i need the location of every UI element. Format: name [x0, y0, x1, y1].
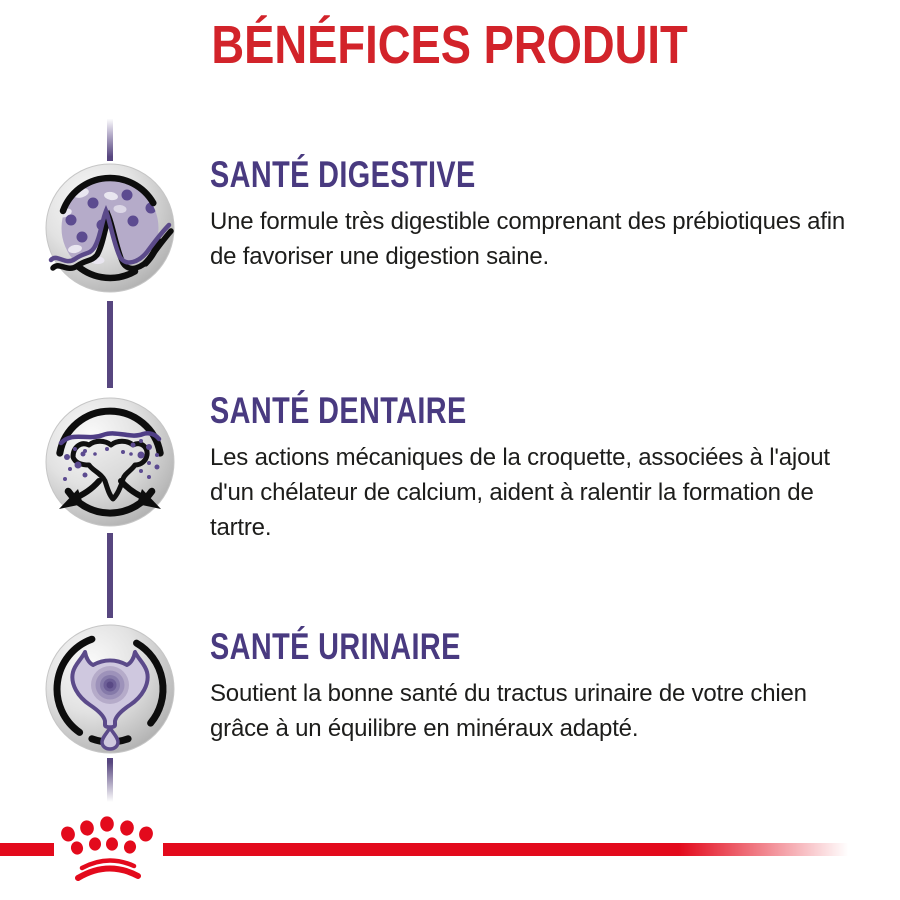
urinary-health-icon — [45, 624, 175, 754]
section-dental — [210, 392, 865, 545]
section-digestive — [210, 156, 865, 274]
dental-health-icon — [45, 397, 175, 527]
footer-red-bar-left — [0, 843, 54, 856]
digestive-health-icon — [45, 163, 175, 293]
section-urinary — [210, 628, 865, 746]
urinary-health-icon-svg — [45, 624, 175, 754]
connector-line-segment — [107, 758, 113, 802]
dental-health-icon-svg — [45, 397, 175, 527]
section-body: Soutient la bonne santé du tractus urinaire de votre chien grâce à un équilibre en minéraux adapté. — [210, 680, 807, 742]
page-title — [0, 14, 900, 76]
digestive-health-icon-svg — [45, 163, 175, 293]
royal-canin-crown-logo — [56, 815, 156, 883]
footer-red-bar-right — [163, 843, 900, 856]
connector-line-segment — [107, 533, 113, 618]
connector-line-segment — [107, 119, 113, 161]
section-body: Une formule très digestible comprenant des prébiotiques afin de favoriser une digestion saine. — [210, 208, 846, 270]
section-heading: SANTÉ DIGESTIVE — [210, 154, 476, 195]
section-heading: SANTÉ URINAIRE — [210, 626, 461, 667]
section-heading: SANTÉ DENTAIRE — [210, 390, 467, 431]
section-body: Les actions mécaniques de la croquette, associées à l'ajout d'un chélateur de calcium, aident à ralentir la formation de tartre. — [210, 444, 830, 541]
page-title-text: BÉNÉFICES PRODUIT — [211, 15, 689, 75]
connector-line-segment — [107, 301, 113, 388]
